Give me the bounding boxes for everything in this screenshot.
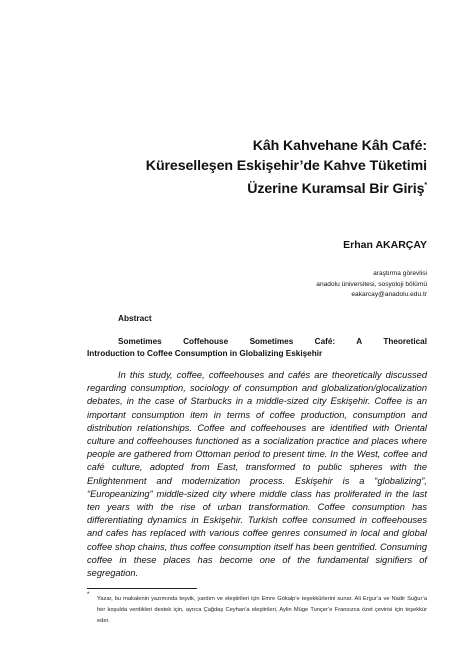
affiliation-email: eakarcay@anadolu.edu.tr <box>351 291 427 298</box>
abstract-heading: Abstract <box>118 313 152 323</box>
title-line-3 <box>146 176 427 199</box>
title-footnote-marker: * <box>424 182 427 189</box>
title-line-3-text: Üzerine Kuramsal Bir Giriş <box>247 181 425 197</box>
author-affiliation <box>316 269 427 301</box>
title-line-2: Küreselleşen Eskişehir’de Kahve Tüketimi <box>145 158 427 174</box>
title-line-1: Kâh Kahvehane Kâh Café: <box>252 138 427 154</box>
author-name: Erhan AKARÇAY <box>343 239 427 251</box>
affiliation-institution: anadolu üniversitesi, sosyoloji bölümü <box>316 280 427 288</box>
english-title <box>87 336 427 360</box>
article-title <box>146 136 427 199</box>
affiliation-position: araştırma görevlisi <box>373 270 427 277</box>
footnote-divider <box>87 588 197 589</box>
english-title-line-2: Introduction to Coffee Consumption in Globalizing Eskişehir <box>87 349 323 358</box>
english-title-line-1: Sometimes Coffehouse Sometimes Café: A Theoretical <box>118 337 427 346</box>
footnote-text: Yazar, bu makalenin yazımında teşvik, yardım ve eleştirileri için Emre Gökalp’e teşekkürlerini sunar. Ali Ergur’a ve Nadir Suğur’a her koşulda verdikleri destek için, ayrıca Çağdaş Ceyhan’a eleştirileri, Aylin Müge Tunçer’e Fransızca özet çevirisi için teşekkür eder. <box>97 596 427 624</box>
abstract-body: In this study, coffee, coffeehouses and cafés are theoretically discussed regarding consumption, sociology of consumption and globalization/glocalization debates, in the case of Starbucks in a middle-sized city Eskişehir. Coffee is an important consumption item in terms of coffee production, consumption and distribution relationships. Coffee and coffeehouses are identified with Oriental culture and coffeehouses functioned as a socialization practice and places where people are gathered from Ottoman period to present time. In the West, coffee and café culture, adopted from East, transformed to public spheres with the Enlightenment and modernization process. Eskişehir is a “globalizing”, “Europeanizing” middle-sized city where middle class has proliferated in the last ten years with the rise of urban transformation. Coffee consumption has differentiating dynamics in Eskişehir. Turkish coffee consumed in coffeehouses and cafes has replaced with various coffee genres consumed in local and global coffee shop chains, thus coffee consumption itself has been gentrified. Consuming coffee in these places has become one of the fundamental signifiers of segregation. <box>87 370 427 579</box>
footnote-marker: * <box>87 592 90 598</box>
